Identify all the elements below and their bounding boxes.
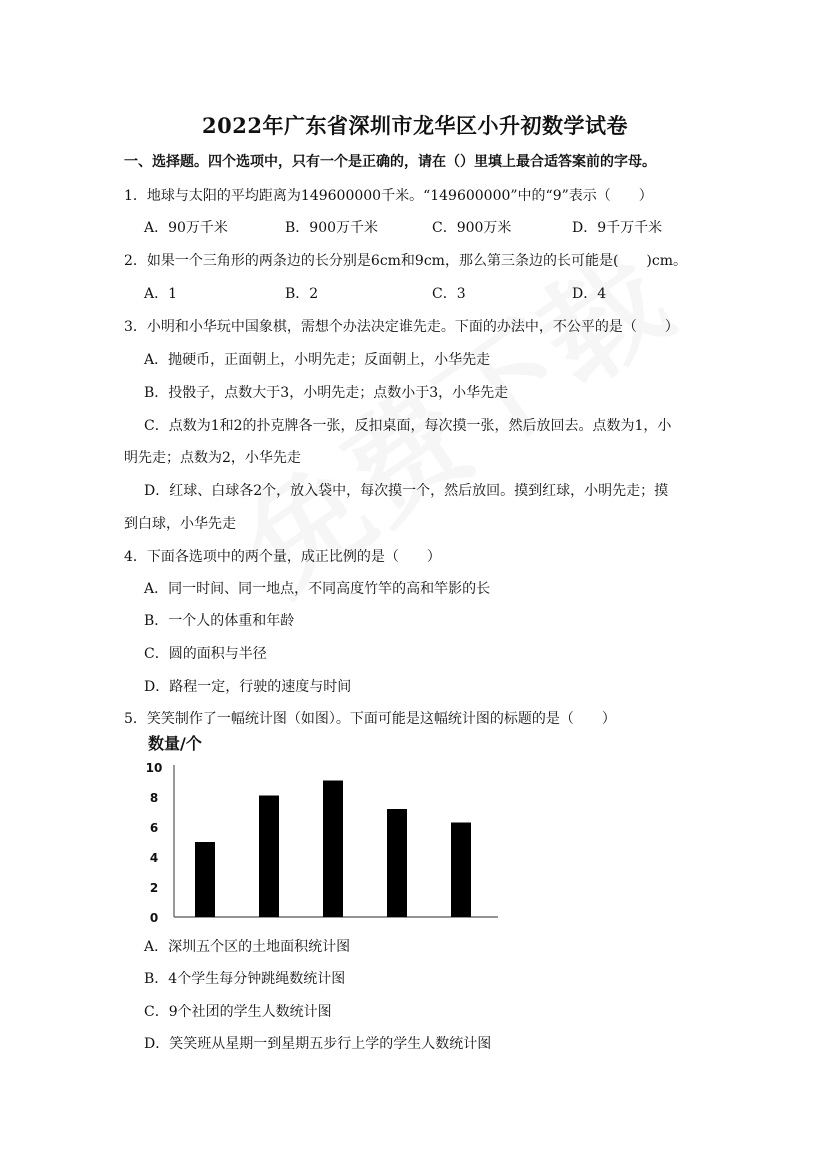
question-3-option-c: C．点数为1和2的扑克牌各一张，反扣桌面，每次摸一张，然后放回去。点数为1，小 xyxy=(144,418,672,434)
y-tick-label: 8 xyxy=(149,791,159,805)
y-tick-label: 0 xyxy=(149,911,159,925)
question-5-option-c: C．9个社团的学生人数统计图 xyxy=(144,1004,332,1020)
question-5-option-d: D．笑笑班从星期一到星期五步行上学的学生人数统计图 xyxy=(144,1036,492,1052)
option-c: C．900万米 xyxy=(432,220,512,236)
question-4-stem: 4．下面各选项中的两个量，成正比例的是（ ） xyxy=(124,549,441,565)
question-5-option-a: A．深圳五个区的土地面积统计图 xyxy=(144,939,351,955)
option-c: C．3 xyxy=(432,286,466,302)
y-axis-label: 数量/个 xyxy=(148,734,202,753)
y-tick-label: 2 xyxy=(149,881,159,895)
y-tick-label: 10 xyxy=(145,761,163,775)
y-tick-label: 4 xyxy=(149,851,159,865)
bar-chart xyxy=(144,729,498,927)
bar-3 xyxy=(323,781,343,918)
bar-1 xyxy=(195,842,215,917)
question-4-option-c: C．圆的面积与半径 xyxy=(144,646,267,662)
bar-5 xyxy=(451,823,471,918)
option-d: D．4 xyxy=(572,286,607,302)
question-3-option-c-cont: 明先走；点数为2，小华先走 xyxy=(124,450,301,466)
question-1-stem: 1．地球与太阳的平均距离为149600000千米。“149600000”中的“9”表示（ ） xyxy=(124,188,653,204)
question-2-stem: 2．如果一个三角形的两条边的长分别是6cm和9cm，那么第三条边的长可能是( )cm。 xyxy=(124,253,687,269)
y-tick-label: 6 xyxy=(149,821,159,835)
question-3-option-a: A．抛硬币，正面朝上，小明先走；反面朝上，小华先走 xyxy=(144,352,491,368)
question-4-option-a: A．同一时间、同一地点，不同高度竹竿的高和竿影的长 xyxy=(144,581,491,597)
question-5-stem: 5．笑笑制作了一幅统计图（如图）。下面可能是这幅统计图的标题的是（ ） xyxy=(124,711,616,727)
section-heading: 一、选择题。四个选项中，只有一个是正确的，请在（）里填上最合适答案前的字母。 xyxy=(124,154,656,170)
question-3-option-b: B．投骰子，点数大于3，小明先走；点数小于3，小华先走 xyxy=(144,385,509,401)
option-d: D．9千万千米 xyxy=(572,220,663,236)
question-3-stem: 3．小明和小华玩中国象棋，需想个办法决定谁先走。下面的办法中，不公平的是（ ） xyxy=(124,319,679,335)
option-b: B．900万千米 xyxy=(285,220,379,236)
option-a: A．1 xyxy=(144,286,178,302)
page-title: 2022年广东省深圳市龙华区小升初数学试卷 xyxy=(202,113,628,138)
option-b: B．2 xyxy=(285,286,319,302)
question-4-option-b: B．一个人的体重和年龄 xyxy=(144,613,295,629)
question-3-option-d-cont: 到白球，小华先走 xyxy=(124,516,236,532)
question-5-option-b: B．4个学生每分钟跳绳数统计图 xyxy=(144,971,346,987)
question-3-option-d: D．红球、白球各2个，放入袋中，每次摸一个，然后放回。摸到红球，小明先走；摸 xyxy=(144,483,669,499)
bar-2 xyxy=(259,796,279,918)
question-4-option-d: D．路程一定，行驶的速度与时间 xyxy=(144,679,352,695)
option-a: A．90万千米 xyxy=(144,220,228,236)
bar-4 xyxy=(387,809,407,917)
